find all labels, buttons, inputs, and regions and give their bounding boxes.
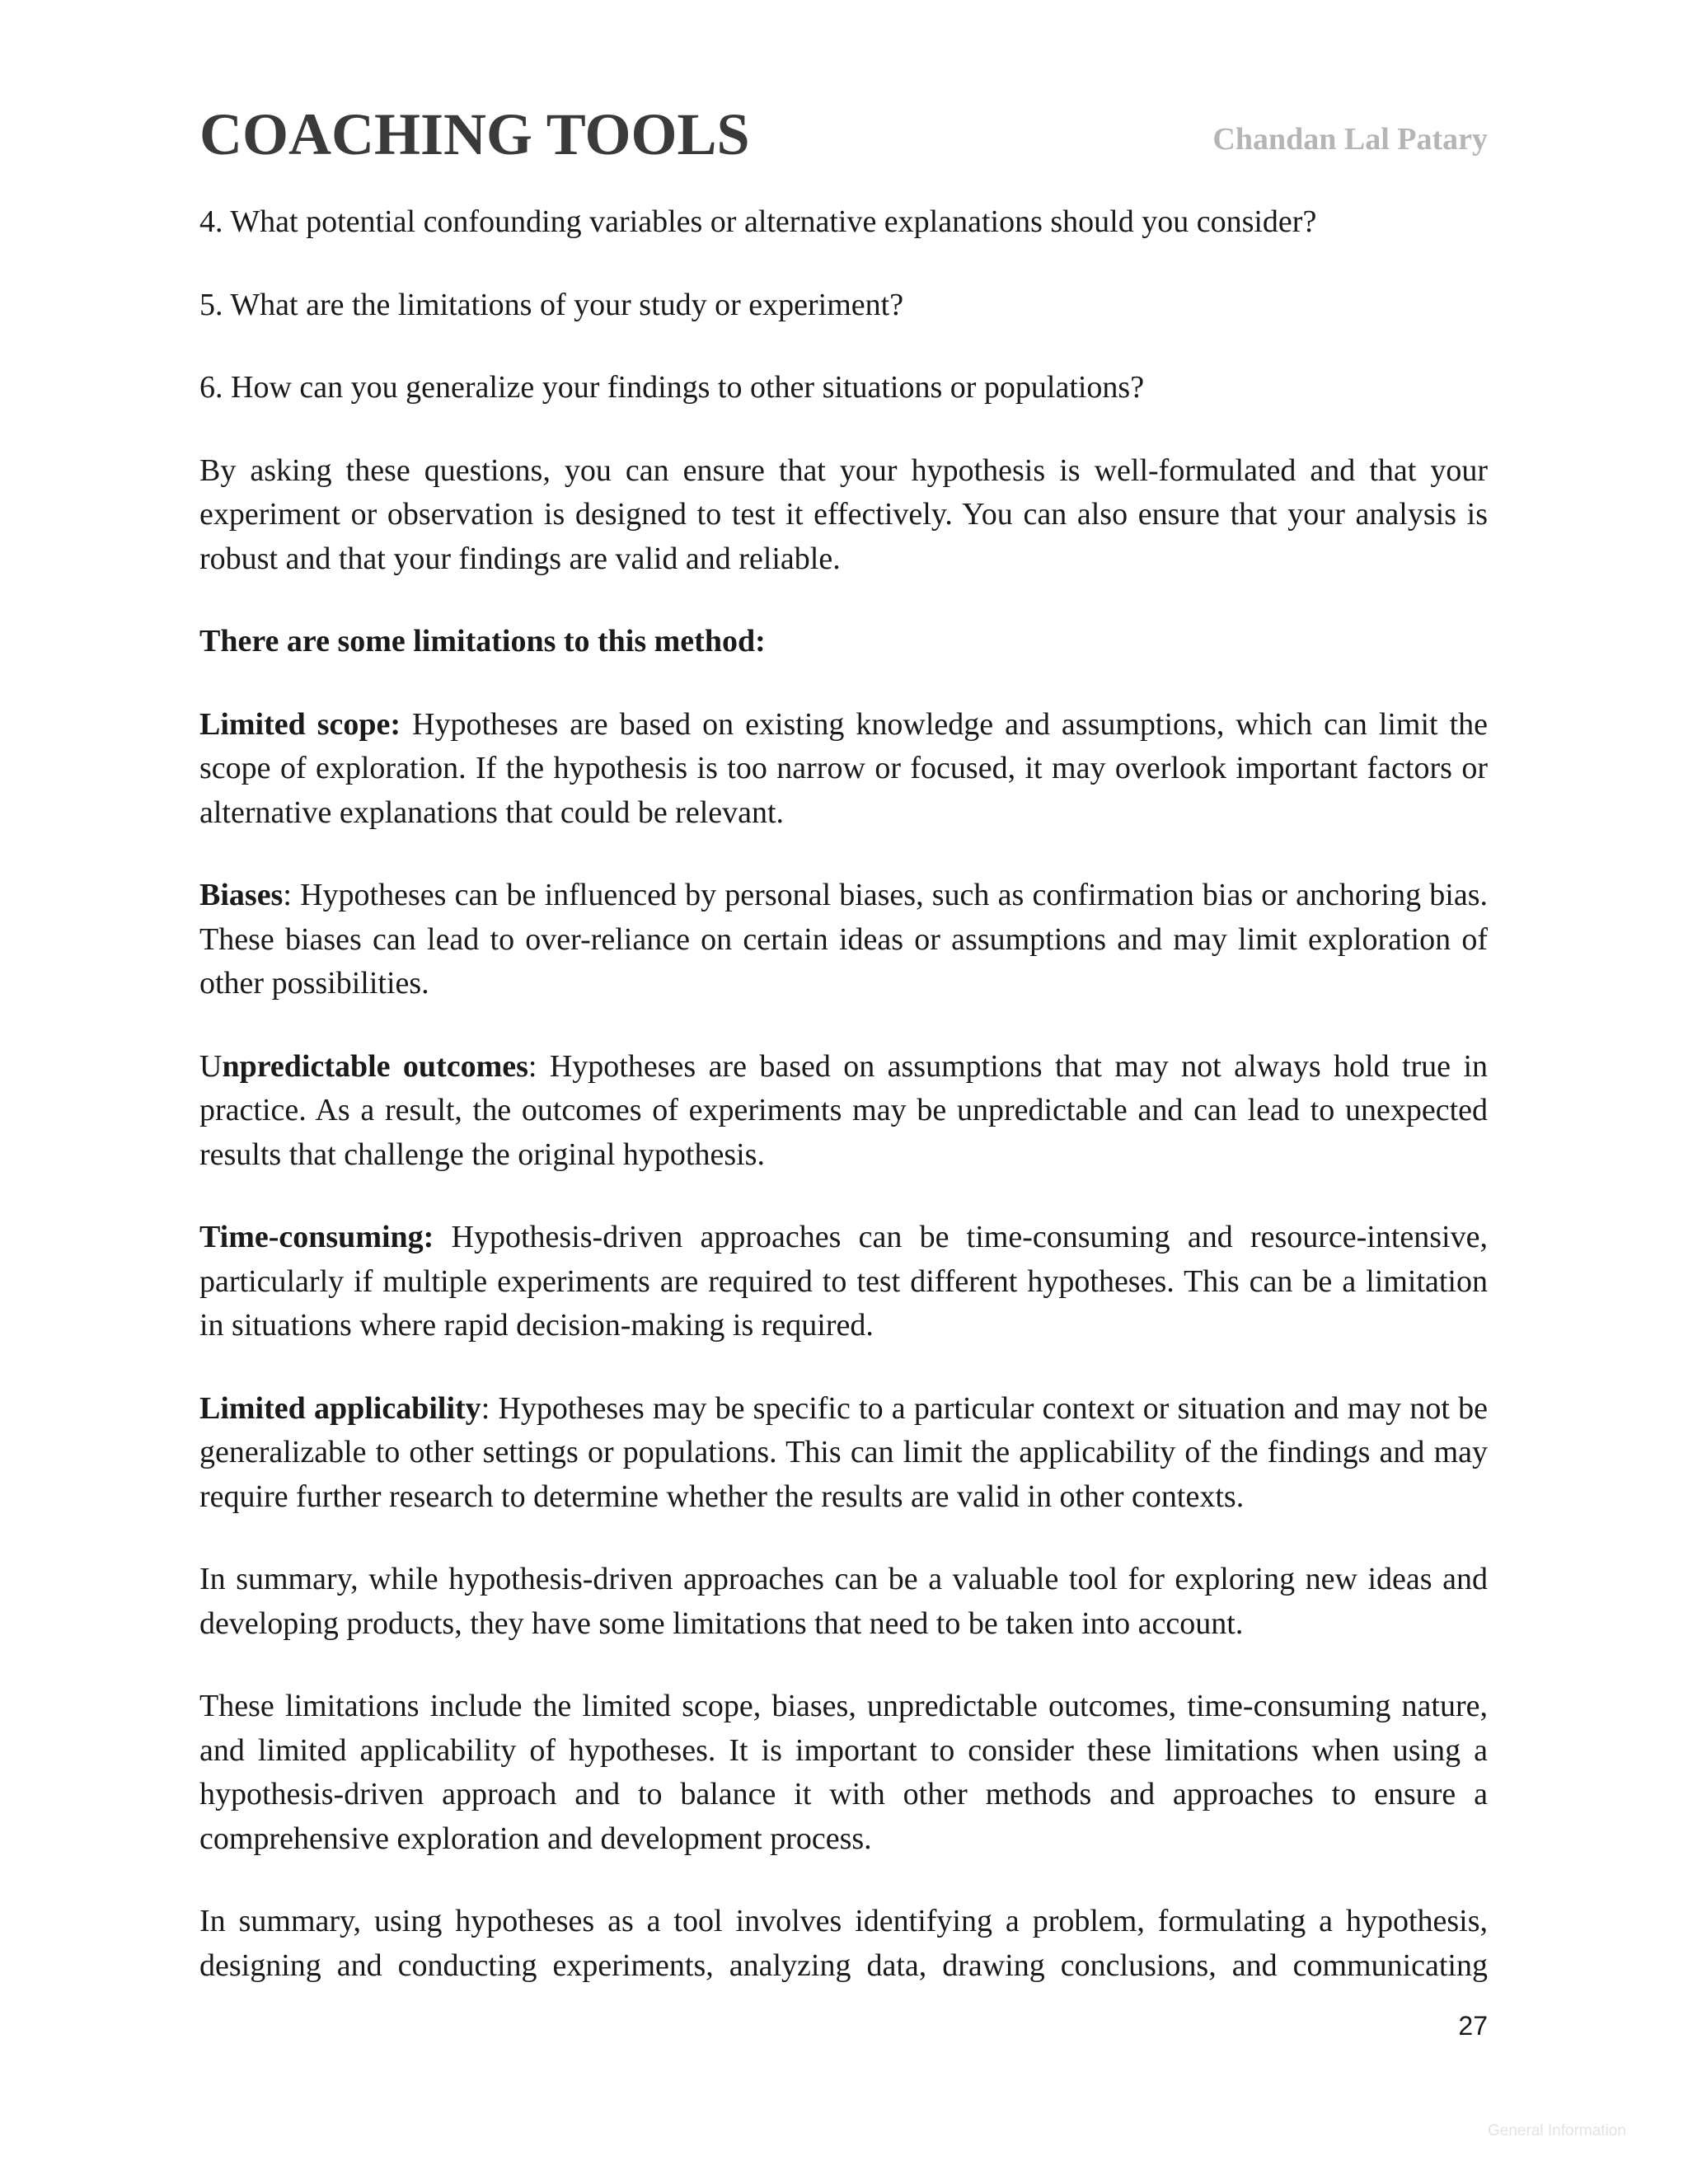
limitation-term: npredictable outcomes <box>222 1048 528 1084</box>
limitations-heading: There are some limitations to this method: <box>199 624 766 658</box>
limitation-unpredictable <box>199 1045 1488 1178</box>
classification-label: General Information <box>1488 2122 1626 2139</box>
limitation-text: : Hypotheses may be specific to a particular context or situation and may not be generalizable to other settings or populations. This can limit the applicability of the findings and may require further research to determine whether the results are valid in other contexts. <box>199 1390 1488 1514</box>
limitation-applicability <box>199 1387 1488 1520</box>
limitation-term: Biases <box>199 878 284 912</box>
limitation-term: Limited scope: <box>199 706 401 742</box>
intro-paragraph: By asking these questions, you can ensure that your hypothesis is well-formulated and that your experiment or observation is designed to test it effectively. You can also ensure that your analysis is robust and that your findings are valid and reliable. <box>199 452 1488 576</box>
author-name: Chandan Lal Patary <box>1212 122 1488 157</box>
limitation-term: Time-consuming: <box>199 1220 434 1254</box>
document-title: COACHING TOOLS <box>199 101 750 167</box>
question-5: 5. What are the limitations of your study or experiment? <box>199 287 904 322</box>
question-6: 6. How can you generalize your findings to other situations or populations? <box>199 370 1145 405</box>
question-4: 4. What potential confounding variables or alternative explanations should you consider? <box>199 204 1317 239</box>
summary-paragraph-1: In summary, while hypothesis-driven approaches can be a valuable tool for exploring new ideas and developing products, they have some limitations that need to be taken into account. <box>199 1562 1488 1641</box>
page-content <box>199 200 1488 2027</box>
limitation-scope <box>199 703 1488 836</box>
limitation-text: : Hypotheses can be influenced by personal biases, such as confirmation bias or anchoring bias. These biases can lead to over-reliance on certain ideas or assumptions and may limit exploration of other possibilities. <box>199 878 1488 1001</box>
limitation-text: Hypotheses are based on existing knowledge and assumptions, which can limit the scope of exploration. If the hypothesis is too narrow or focused, it may overlook important factors or alternative explanations that could be relevant. <box>199 706 1488 830</box>
limitation-biases <box>199 874 1488 1006</box>
limitation-term-initial: U <box>199 1048 223 1084</box>
summary-paragraph-2: These limitations include the limited scope, biases, unpredictable outcomes, time-consuming nature, and limited applicability of hypotheses. It is important to consider these limitations when using a hypothesis-driven approach and to balance it with other methods and approaches to ensure a comprehensive exploration and development process. <box>199 1689 1488 1856</box>
page-header <box>199 97 1488 171</box>
limitation-time <box>199 1216 1488 1348</box>
summary-paragraph-3: In summary, using hypotheses as a tool involves identifying a problem, formulating a hypothesis, designing and conducting experiments, analyzing data, drawing conclusions, and communicating <box>199 1904 1488 1983</box>
page-number: 27 <box>1458 2011 1488 2041</box>
limitation-text: : Hypotheses are based on assumptions that may not always hold true in practice. As a result, the outcomes of experiments may be unpredictable and can lead to unexpected results that challenge the original hypothesis. <box>199 1048 1489 1172</box>
limitation-term: Limited applicability <box>199 1390 481 1426</box>
limitation-text: Hypothesis-driven approaches can be time-consuming and resource-intensive, particularly if multiple experiments are required to test different hypotheses. This can be a limitation in situations where rapid decision-making is required. <box>199 1220 1488 1343</box>
